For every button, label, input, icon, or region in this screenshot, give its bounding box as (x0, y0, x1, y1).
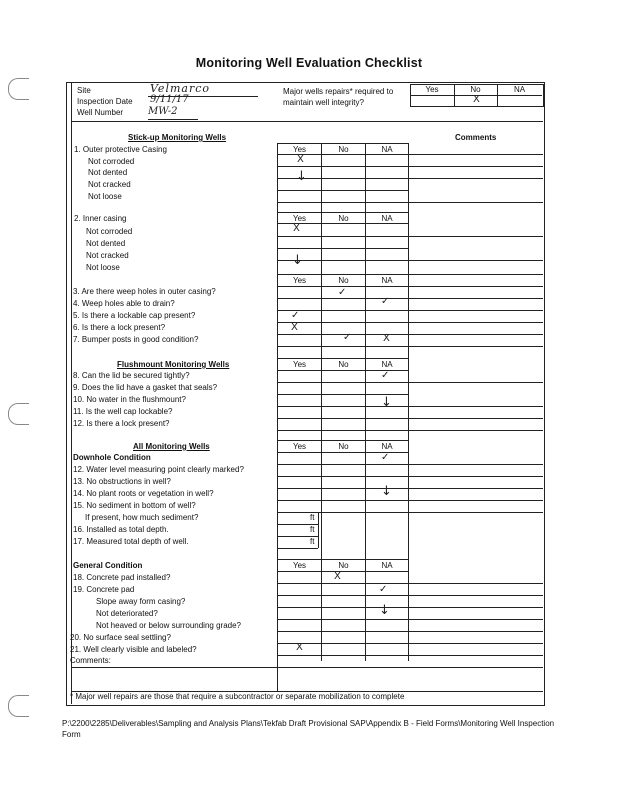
repairs-yes: Yes (425, 85, 439, 94)
grid-row (277, 643, 543, 644)
grid-row (277, 559, 408, 560)
item-q21: 21. Well clearly visible and labeled? (70, 645, 197, 654)
date-label: Inspection Date (77, 97, 133, 106)
item-q15: 15. No sediment in bottom of well? (73, 501, 196, 510)
sub-item: Not dented (88, 168, 128, 177)
item-q10: 10. No water in the flushmount? (73, 395, 186, 404)
grid-row (277, 631, 543, 632)
sub-item: Not corroded (86, 227, 133, 236)
item-q4: 4. Weep holes able to drain? (73, 299, 175, 308)
grid-row (277, 248, 408, 249)
item-q5: 5. Is there a lockable cap present? (73, 311, 196, 320)
item-q6: 6. Is there a lock present? (73, 323, 166, 332)
grid-row (277, 418, 543, 419)
grid-row (277, 202, 408, 203)
grid-row (277, 464, 543, 465)
item-q7: 7. Bumper posts in good condition? (73, 335, 199, 344)
site-value: Velmarco (150, 82, 210, 95)
footnote: * Major well repairs are those that require a subcontractor or separate mobilization to complete (70, 692, 405, 701)
grid-row (277, 655, 543, 656)
comments-row-label: Comments: (70, 656, 111, 665)
comment-line (408, 202, 543, 203)
grid-row (277, 571, 408, 572)
item-outer-casing: 1. Outer protective Casing (74, 145, 167, 154)
grid-row (277, 488, 543, 489)
sub-item: Not heaved or below surrounding grade? (96, 621, 241, 630)
col-na: NA (381, 276, 393, 285)
item-inner-casing: 2. Inner casing (74, 214, 127, 223)
col-yes: Yes (292, 276, 307, 285)
section-stickup: Stick-up Monitoring Wells (128, 133, 227, 142)
mark-check: ✓ (379, 584, 388, 595)
sub-item: Not cracked (88, 180, 131, 189)
punch-hole (8, 403, 29, 425)
sub-item: Not corroded (88, 157, 135, 166)
col-yes: Yes (292, 442, 307, 451)
comment-line (408, 382, 543, 383)
sub-item: Not dented (86, 239, 126, 248)
grid-row (277, 406, 543, 407)
mark-x: X (296, 642, 303, 653)
col-no: No (338, 561, 349, 570)
grid-row (277, 476, 543, 477)
left-margin-line (71, 82, 72, 704)
repairs-no-mark: X (473, 94, 480, 105)
mark-arrow: ↓ (292, 253, 303, 268)
comment-line (408, 178, 543, 179)
mark-check: ✓ (291, 310, 300, 321)
item-q3: 3. Are there weep holes in outer casing? (73, 287, 216, 296)
col-no: No (338, 214, 349, 223)
grid-row (277, 358, 408, 359)
mark-arrow: ↓ (381, 484, 392, 499)
repairs-no: No (470, 85, 481, 94)
grid-row (277, 440, 408, 441)
section-flushmount: Flushmount Monitoring Wells (117, 360, 230, 369)
col-yes: Yes (292, 561, 307, 570)
header-divider (71, 121, 543, 122)
grid-row (277, 500, 543, 501)
item-q12b: 12. Water level measuring point clearly marked? (73, 465, 244, 474)
grid-row (277, 322, 543, 323)
repairs-question: Major wells repairs* required to maintain well integrity? (283, 87, 394, 107)
grid-row (277, 212, 408, 213)
comment-line (408, 236, 543, 237)
col-na: NA (381, 442, 393, 451)
mark-arrow: ↓ (379, 603, 390, 618)
grid-row (277, 346, 543, 347)
mark-arrow: ↓ (381, 395, 392, 410)
downhole-label: Downhole Condition (73, 453, 151, 462)
col-na: NA (381, 145, 393, 154)
mark-x: X (293, 223, 300, 234)
grid-row (71, 667, 543, 668)
mark-x: X (334, 571, 341, 582)
comment-line (408, 166, 543, 167)
grid-row (277, 512, 543, 513)
item-q17: 17. Measured total depth of well. (73, 537, 189, 546)
item-q20: 20. No surface seal settling? (70, 633, 171, 642)
item-q16: 16. Installed as total depth. (73, 525, 169, 534)
ft-unit: ft (310, 525, 315, 534)
general-label: General Condition (73, 561, 143, 570)
comment-line (408, 260, 543, 261)
item-q9: 9. Does the lid have a gasket that seals? (73, 383, 218, 392)
item-q8: 8. Can the lid be secured tightly? (73, 371, 190, 380)
well-underline (148, 119, 198, 120)
col-na: NA (381, 561, 393, 570)
mark-arrow: ↓ (296, 169, 307, 184)
col-na: NA (381, 214, 393, 223)
grid-row (277, 607, 543, 608)
grid-row (277, 382, 408, 383)
sub-item: Not cracked (86, 251, 129, 260)
item-q11: 11. Is the well cap lockable? (73, 407, 173, 416)
sub-item: Not loose (86, 263, 120, 272)
col-yes: Yes (292, 145, 307, 154)
mark-check: ✓ (338, 287, 347, 298)
punch-hole (8, 695, 29, 717)
comments-header: Comments (455, 133, 497, 142)
grid-row (277, 595, 543, 596)
item-q19: 19. Concrete pad (73, 585, 135, 594)
item-q13: 13. No obstructions in well? (73, 477, 171, 486)
col-no: No (338, 360, 349, 369)
grid-row (277, 619, 543, 620)
ft-unit: ft (310, 537, 315, 546)
well-number-label: Well Number (77, 108, 124, 117)
col-yes: Yes (292, 360, 307, 369)
ft-box-edge (318, 512, 319, 548)
grid-row (277, 236, 408, 237)
col-yes: Yes (292, 214, 307, 223)
well-number-value: MW-2 (148, 106, 178, 117)
comment-line (408, 154, 543, 155)
section-all-wells: All Monitoring Wells (133, 442, 210, 451)
mark-x: X (297, 154, 304, 165)
grid-row (277, 143, 408, 144)
col-no: No (338, 276, 349, 285)
mark-x: X (291, 322, 298, 333)
item-q18: 18. Concrete pad installed? (73, 573, 171, 582)
grid-row (277, 430, 543, 431)
grid-row (277, 286, 543, 287)
mark-check: ✓ (381, 370, 390, 381)
sub-item: Slope away form casing? (96, 597, 186, 606)
mark-check: ✓ (381, 296, 390, 307)
grid-row (277, 298, 543, 299)
mark-check: ✓ (343, 332, 352, 343)
grid-row (277, 190, 408, 191)
sub-item: Not loose (88, 192, 122, 201)
sub-item: Not deteriorated? (96, 609, 158, 618)
file-path-footer: P:\2200\2285\Deliverables\Sampling and Analysis Plans\Tekfab Draft Provisional SAP\Appendix B - Field Forms\Monitoring Well Inspection Form (62, 719, 555, 739)
grid-row (277, 334, 543, 335)
item-q12: 12. Is there a lock present? (73, 419, 170, 428)
repairs-na: NA (513, 85, 526, 94)
grid-row (277, 548, 318, 549)
item-q15-sub: If present, how much sediment? (85, 513, 199, 522)
grid-row (277, 274, 543, 275)
col-na: NA (381, 360, 393, 369)
punch-hole (8, 78, 29, 100)
date-value: 9/11/17 (150, 94, 189, 105)
page-title: Monitoring Well Evaluation Checklist (195, 56, 423, 70)
item-q14: 14. No plant roots or vegetation in well? (73, 489, 214, 498)
col-no: No (338, 145, 349, 154)
grid-row (277, 583, 543, 584)
grid-row (277, 166, 408, 167)
grid-col (277, 143, 278, 691)
col-no: No (338, 442, 349, 451)
ft-unit: ft (310, 513, 315, 522)
grid-row (277, 310, 543, 311)
mark-check: ✓ (381, 452, 390, 463)
site-label: Site (77, 86, 91, 95)
mark-x: X (383, 333, 390, 344)
